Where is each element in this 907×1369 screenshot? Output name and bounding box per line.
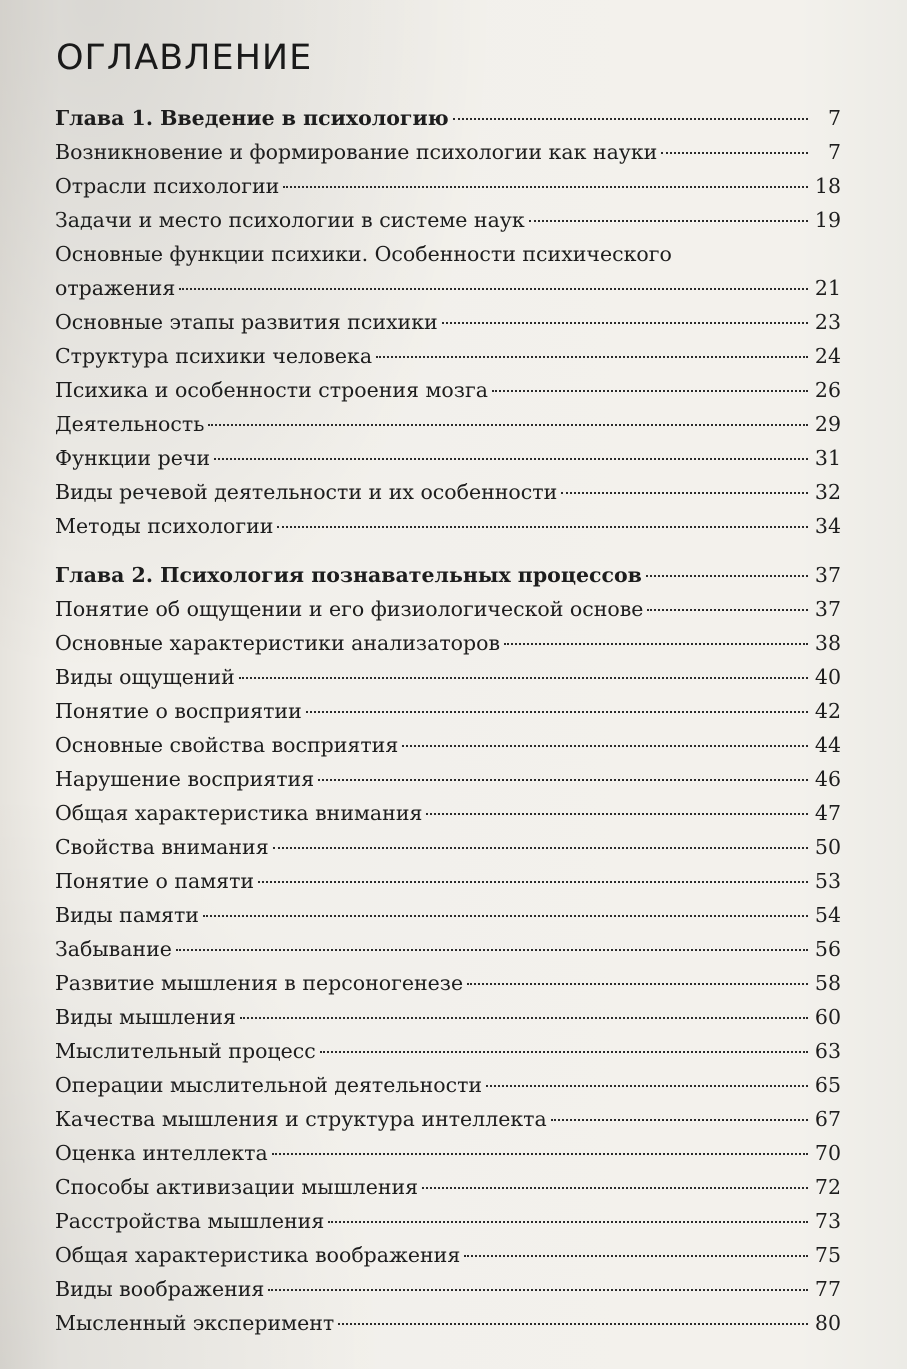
toc-entry[interactable]	[55, 373, 841, 407]
toc-entry[interactable]	[55, 441, 841, 475]
dot-leader	[442, 322, 808, 324]
page-number: 37	[814, 563, 841, 587]
dot-leader	[176, 949, 808, 951]
dot-leader	[551, 1119, 808, 1121]
entry-title-line-1: Основные функции психики. Особенности психического	[55, 242, 672, 266]
dot-leader	[240, 1017, 808, 1019]
page-number: 47	[814, 801, 841, 825]
page-number: 63	[814, 1039, 841, 1063]
toc-entry[interactable]	[55, 1204, 841, 1238]
dot-leader	[179, 288, 808, 290]
entry-title: Виды речевой деятельности и их особенности	[55, 480, 558, 504]
page-number: 26	[814, 378, 841, 402]
page-number: 32	[814, 480, 841, 504]
toc-entry[interactable]	[55, 1238, 841, 1272]
dot-leader	[283, 186, 808, 188]
entry-title: Свойства внимания	[55, 835, 269, 859]
page-number: 80	[814, 1311, 841, 1335]
page-number: 29	[814, 412, 841, 436]
page-number: 46	[814, 767, 841, 791]
dot-leader	[258, 881, 808, 883]
toc-entry[interactable]	[55, 694, 841, 728]
toc-entry[interactable]	[55, 509, 841, 543]
page-number: 19	[814, 208, 841, 232]
toc-entry[interactable]	[55, 135, 841, 169]
page-number: 77	[814, 1277, 841, 1301]
toc-entry[interactable]	[55, 1306, 841, 1340]
page-title: ОГЛАВЛЕНИЕ	[56, 38, 313, 78]
entry-title: Понятие о восприятии	[55, 699, 302, 723]
toc-entry[interactable]	[55, 932, 841, 966]
dot-leader	[239, 677, 808, 679]
dot-leader	[422, 1187, 808, 1189]
toc-entry[interactable]	[55, 237, 841, 305]
page-number: 34	[814, 514, 841, 538]
page-number: 7	[827, 106, 841, 130]
dot-leader	[486, 1085, 808, 1087]
entry-title: Функции речи	[55, 446, 211, 470]
dot-leader	[464, 1255, 808, 1257]
entry-title: Способы активизации мышления	[55, 1175, 419, 1199]
entry-title: Задачи и место психологии в системе наук	[55, 208, 525, 232]
entry-title: Структура психики человека	[55, 344, 373, 368]
toc-entry[interactable]	[55, 660, 841, 694]
page-number: 72	[814, 1175, 841, 1199]
entry-title: Понятие о памяти	[55, 869, 255, 893]
toc-entry[interactable]	[55, 592, 841, 626]
entry-title: Нарушение восприятия	[55, 767, 315, 791]
toc-entry[interactable]	[55, 966, 841, 1000]
page-number: 70	[814, 1141, 841, 1165]
dot-leader	[504, 643, 808, 645]
dot-leader	[268, 1289, 808, 1291]
toc-entry[interactable]	[55, 1170, 841, 1204]
entry-title: Расстройства мышления	[55, 1209, 325, 1233]
table-of-contents	[55, 101, 841, 1340]
entry-title: Деятельность	[55, 412, 205, 436]
dot-leader	[214, 458, 808, 460]
dot-leader	[426, 813, 808, 815]
entry-title: Отрасли психологии	[55, 174, 280, 198]
dot-leader	[338, 1323, 808, 1325]
page-number: 31	[814, 446, 841, 470]
page-number: 75	[814, 1243, 841, 1267]
toc-entry[interactable]	[55, 864, 841, 898]
entry-title-line-2: отражения	[55, 276, 176, 300]
dot-leader	[318, 779, 808, 781]
toc-entry[interactable]	[55, 1272, 841, 1306]
toc-entry[interactable]	[55, 475, 841, 509]
toc-entry[interactable]	[55, 305, 841, 339]
dot-leader	[272, 1153, 808, 1155]
page-number: 38	[814, 631, 841, 655]
entry-title: Виды воображения	[55, 1277, 265, 1301]
entry-title: Забывание	[55, 937, 172, 961]
entry-title: Мысленный эксперимент	[55, 1311, 335, 1335]
dot-leader	[277, 526, 808, 528]
dot-leader	[646, 575, 808, 577]
page-number: 58	[814, 971, 841, 995]
chapter-heading[interactable]	[55, 101, 841, 135]
page-number: 65	[814, 1073, 841, 1097]
page-number: 73	[814, 1209, 841, 1233]
page-number: 67	[814, 1107, 841, 1131]
toc-entry[interactable]	[55, 407, 841, 441]
entry-title: Общая характеристика воображения	[55, 1243, 461, 1267]
chapter-heading[interactable]	[55, 558, 841, 592]
toc-entry[interactable]	[55, 203, 841, 237]
entry-title: Общая характеристика внимания	[55, 801, 423, 825]
page-number: 53	[814, 869, 841, 893]
page-number: 42	[814, 699, 841, 723]
dot-leader	[492, 390, 808, 392]
entry-title: Виды ощущений	[55, 665, 235, 689]
entry-title: Понятие об ощущении и его физиологической основе	[55, 597, 644, 621]
page-number: 50	[814, 835, 841, 859]
page-number: 7	[827, 140, 841, 164]
chapter-title: Глава 2. Психология познавательных процессов	[55, 563, 642, 587]
dot-leader	[328, 1221, 808, 1223]
entry-title: Основные свойства восприятия	[55, 733, 399, 757]
toc-entry[interactable]	[55, 1068, 841, 1102]
page-number: 21	[814, 276, 841, 300]
toc-entry[interactable]	[55, 728, 841, 762]
dot-leader	[467, 983, 808, 985]
page-number: 40	[814, 665, 841, 689]
toc-entry[interactable]	[55, 1102, 841, 1136]
dot-leader	[661, 152, 808, 154]
page-number: 18	[814, 174, 841, 198]
dot-leader	[376, 356, 808, 358]
dot-leader	[402, 745, 808, 747]
entry-title: Возникновение и формирование психологии как науки	[55, 140, 658, 164]
toc-entry[interactable]	[55, 1000, 841, 1034]
page-number: 44	[814, 733, 841, 757]
toc-entry[interactable]	[55, 1034, 841, 1068]
dot-leader	[306, 711, 808, 713]
entry-title: Основные характеристики анализаторов	[55, 631, 501, 655]
page-number: 56	[814, 937, 841, 961]
entry-title: Операции мыслительной деятельности	[55, 1073, 483, 1097]
toc-entry[interactable]	[55, 830, 841, 864]
entry-title: Виды памяти	[55, 903, 199, 927]
toc-entry[interactable]	[55, 169, 841, 203]
toc-entry[interactable]	[55, 626, 841, 660]
entry-title: Виды мышления	[55, 1005, 236, 1029]
dot-leader	[273, 847, 808, 849]
entry-title: Основные этапы развития психики	[55, 310, 438, 334]
toc-entry[interactable]	[55, 762, 841, 796]
entry-title: Качества мышления и структура интеллекта	[55, 1107, 547, 1131]
dot-leader	[561, 492, 808, 494]
toc-entry[interactable]	[55, 339, 841, 373]
dot-leader	[529, 220, 808, 222]
page-number: 23	[814, 310, 841, 334]
entry-title: Развитие мышления в персоногенезе	[55, 971, 464, 995]
dot-leader	[208, 424, 808, 426]
dot-leader	[453, 118, 808, 120]
entry-title: Оценка интеллекта	[55, 1141, 268, 1165]
chapter-title: Глава 1. Введение в психологию	[55, 106, 449, 130]
page-number: 37	[814, 597, 841, 621]
chapter-spacer	[55, 543, 841, 558]
toc-entry[interactable]	[55, 898, 841, 932]
entry-title: Психика и особенности строения мозга	[55, 378, 488, 402]
dot-leader	[320, 1051, 808, 1053]
page-number: 60	[814, 1005, 841, 1029]
toc-entry[interactable]	[55, 796, 841, 830]
entry-title: Методы психологии	[55, 514, 274, 538]
entry-title: Мыслительный процесс	[55, 1039, 316, 1063]
dot-leader	[647, 609, 808, 611]
page-number: 54	[814, 903, 841, 927]
dot-leader	[203, 915, 808, 917]
page-number: 24	[814, 344, 841, 368]
toc-entry[interactable]	[55, 1136, 841, 1170]
